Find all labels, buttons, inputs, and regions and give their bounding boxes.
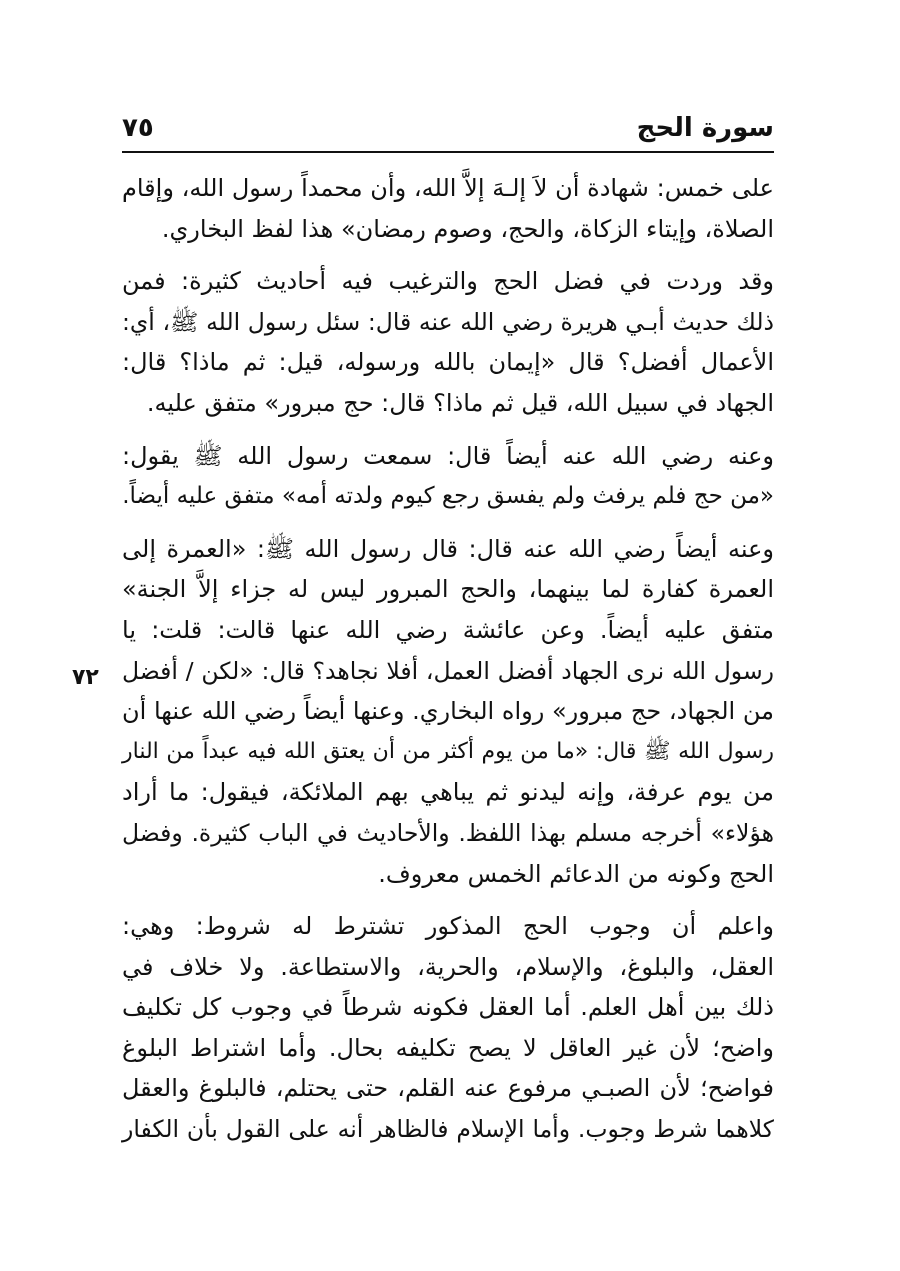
text-line: رسول الله نرى الجهاد أفضل العمل، أفلا نجاهد؟ قال: «لكن / أفضل <box>122 656 774 685</box>
text-line: الأعمال أفضل؟ قال «إيمان بالله ورسوله، قيل: ثم ماذا؟ قال: <box>122 348 774 377</box>
text-line: الحج وكونه من الدعائم الخمس معروف. <box>378 859 774 888</box>
text-line: ذلك بين أهل العلم. أما العقل فكونه شرطاً في وجوب كل تكليف <box>122 993 774 1022</box>
running-header <box>122 108 774 152</box>
text-line: العقل، والبلوغ، والإسلام، والحرية، والاستطاعة. ولا خلاف في <box>122 952 774 981</box>
text-line: وقد وردت في فضل الحج والترغيب فيه أحاديث كثيرة: فمن <box>122 267 774 296</box>
text-line: رسول الله ﷺ قال: «ما من يوم أكثر من أن يعتق الله فيه عبداً من النار <box>122 738 774 764</box>
text-line: على خمس: شهادة أن لاَ إلـهَ إلاَّ الله، وأن محمداً رسول الله، وإقام <box>122 174 774 202</box>
text-line: «من حج فلم يرفث ولم يفسق رجع كيوم ولدته أمه» متفق عليه أيضاً. <box>122 483 774 510</box>
header-rule <box>122 151 774 153</box>
page-body <box>122 168 774 1162</box>
text-line: الجهاد في سبيل الله، قيل ثم ماذا؟ قال: حج مبرور» متفق عليه. <box>146 388 774 417</box>
text-line: من يوم عرفة، وإنه ليدنو ثم يباهي بهم الملائكة، فيقول: ما أراد <box>122 778 774 807</box>
text-line: كلاهما شرط وجوب. وأما الإسلام فالظاهر أنه على القول بأن الكفار <box>122 1115 774 1144</box>
paragraph <box>122 168 774 249</box>
paragraph <box>122 906 774 1150</box>
text-line: متفق عليه أيضاً. وعن عائشة رضي الله عنها قالت: قلت: يا <box>122 615 774 644</box>
text-line: من الجهاد، حج مبرور» رواه البخاري. وعنها أيضاً رضي الله عنها أن <box>122 697 774 726</box>
text-line: واعلم أن وجوب الحج المذكور تشترط له شروط: وهي: <box>122 912 774 941</box>
text-line: فواضح؛ لأن الصبـي مرفوع عنه القلم، حتى يحتلم، فالبلوغ والعقل <box>122 1074 774 1103</box>
text-line: الصلاة، وإيتاء الزكاة، والحج، وصوم رمضان» هذا لفظ البخاري. <box>161 214 774 243</box>
paragraph <box>122 261 774 423</box>
text-line: وعنه رضي الله عنه أيضاً قال: سمعت رسول الله ﷺ يقول: <box>122 441 774 470</box>
text-line: ذلك حديث أبـي هريرة رضي الله عنه قال: سئل رسول الله ﷺ، أي: <box>122 307 774 336</box>
paragraph <box>122 529 774 894</box>
text-line: واضح؛ لأن غير العاقل لا يصح تكليفه بحال. وأما اشتراط البلوغ <box>122 1033 774 1062</box>
margin-page-reference: ٧٢ <box>72 665 99 690</box>
paragraph <box>122 436 774 517</box>
text-line: العمرة كفارة لما بينهما، والحج المبرور ليس له جزاء إلاَّ الجنة» <box>122 575 774 604</box>
chapter-title: سورة الحج <box>636 113 774 143</box>
page-number: ٧٥ <box>122 113 154 143</box>
text-line: وعنه أيضاً رضي الله عنه قال: قال رسول الله ﷺ: «العمرة إلى <box>122 534 774 563</box>
text-line: هؤلاء» أخرجه مسلم بهذا اللفظ. والأحاديث في الباب كثيرة. وفضل <box>122 818 774 847</box>
